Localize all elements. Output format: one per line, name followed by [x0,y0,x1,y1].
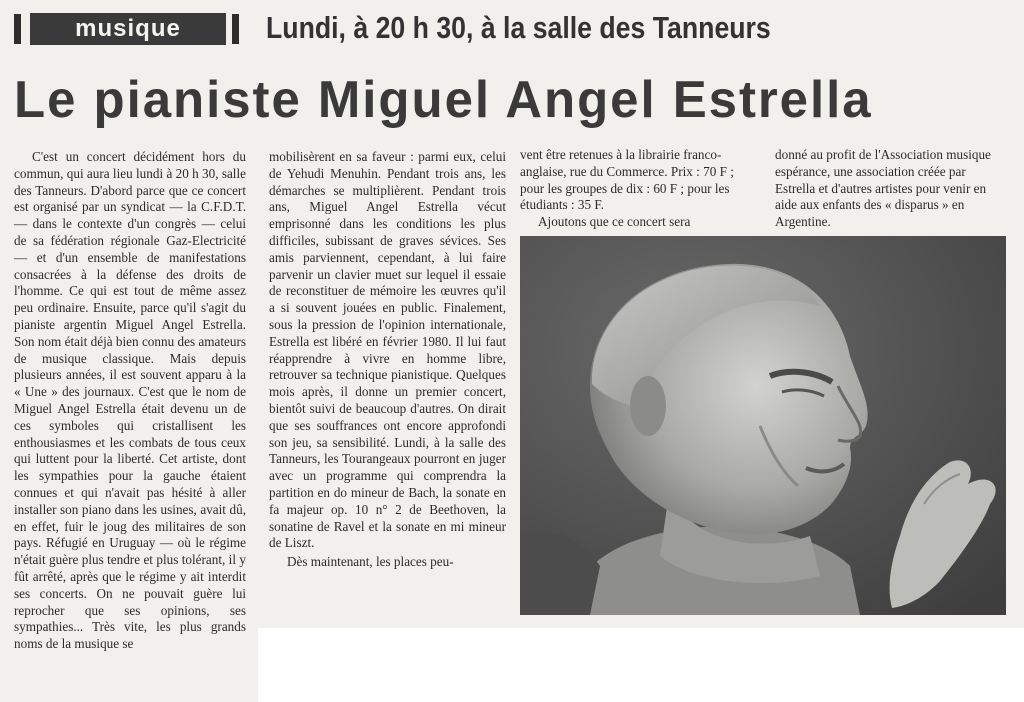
paragraph: C'est un concert décidément hors du commun, qui aura lieu lundi à 20 h 30, salle des Tanneurs. D'abord parce que ce concert est organisé par un syndicat — la C.F.D.T. — dans le contexte d'un congrès — celui de sa fédération régionale Gaz-Electricité — et d'un ensemble de manifestations consacrées à la défense des droits de l'homme. Ce qui est tout de même assez peu ordinaire. Ensuite, parce qu'il s'agit du pianiste argentin Miguel Angel Estrella. Son nom était déjà bien connu des amateurs de musique classique. Mais depuis plusieurs années, il est souvent apparu à la « Une » des journaux. C'est que le nom de Miguel Angel Estrella était devenu un de ces symboles qui cristallisent les enthousiasmes et les combats de tous ceux qui luttent pour la liberté. Cet artiste, dont les sympathies pour la gauche étaient connues et qui n'avait pas hésité à aller installer son piano dans les usines, avait dû, en effet, fuir le joug des militaires de son pays. Réfugié en Uruguay — où le régime n'était guère plus tendre et plus tolérant, il y fût arrêté, après que le régime y ait interdit ses concerts. On ne pouvait guère lui reprocher que ses opinions, ses sympathies... Très vite, les plus grands noms de la musique se [14,149,246,652]
article-column-2 [269,149,506,571]
paragraph: mobilisèrent en sa faveur : parmi eux, celui de Yehudi Menuhin. Pendant trois ans, les démarches se multiplièrent. Pendant trois ans, Miguel Angel Estrella vécut emprisonné dans les conditions les plus difficiles, subissant de graves sévices. Ses amis parviennent, cependant, à lui faire parvenir un clavier muet sur lequel il essaie de reconstituer de mémoire les œuvres qu'il a si souvent jouées en public. Finalement, sous la pression de l'opinion internationale, Estrella est libéré en février 1980. Il lui faut réapprendre à vivre en homme libre, retrouver sa technique pianistique. Quelques mois après, il donne un premier concert, bientôt suivi de beaucoup d'autres. On dirait que ses souffrances ont encore approfondi son jeu, sa sensibilité. Lundi, à la salle des Tanneurs, les Tourangeaux pourront en juger avec un programme qui comprendra la partition en do mineur de Bach, la sonate en fa majeur op. 10 n° 2 de Beethoven, la sonatine de Ravel et la sonate en mi mineur de Liszt. [269,149,506,551]
ear-shape [630,376,666,436]
article-column-4 [775,147,1007,231]
subheadline: Lundi, à 20 h 30, à la salle des Tanneurs [266,10,771,45]
kicker-right-rule [232,14,239,44]
headline: Le pianiste Miguel Angel Estrella [14,71,873,129]
article-column-1 [14,149,246,653]
section-kicker: musique [30,13,226,45]
paragraph: Dès maintenant, les places peu- [287,554,454,570]
blank-margin [258,628,1024,702]
paragraph: Ajoutons que ce concert sera [538,214,691,230]
kicker-left-rule [14,14,21,44]
paragraph: vent être retenues à la librairie franco-anglaise, rue du Commerce. Prix : 70 F ; pour les groupes de dix : 60 F ; pour les étudiants : 35 F. [520,147,734,213]
pianist-portrait-illustration [520,236,1006,615]
article-column-3 [520,147,758,231]
paragraph: donné au profit de l'Association musique espérance, une association créée par Estrella et d'autres artistes pour venir en aide aux enfants des « disparus » en Argentine. [775,147,991,230]
pianist-photo [520,236,1006,615]
